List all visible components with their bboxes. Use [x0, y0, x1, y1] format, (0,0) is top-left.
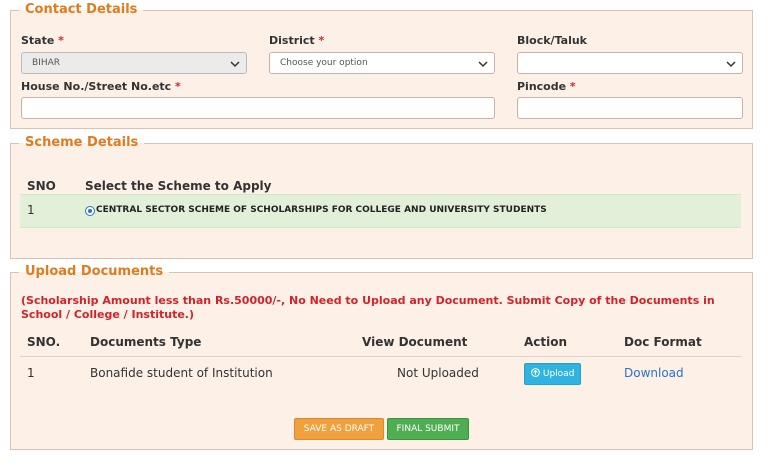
table-row — [20, 357, 742, 391]
upload-documents-legend: Upload Documents — [25, 264, 164, 279]
upload-row-status: Not Uploaded — [397, 366, 479, 380]
download-link[interactable]: Download — [624, 366, 684, 380]
upload-button-label: Upload — [542, 369, 575, 379]
upload-documents-body — [10, 264, 753, 450]
upload-col-format: Doc Format — [624, 335, 702, 349]
chevron-down-icon — [230, 59, 240, 69]
upload-col-action: Action — [524, 335, 568, 349]
block-label: Block/Taluk — [517, 34, 587, 47]
scheme-col-select: Select the Scheme to Apply — [85, 179, 272, 193]
scheme-row-name: CENTRAL SECTOR SCHEME OF SCHOLARSHIPS FOR COLLEGE AND UNIVERSITY STUDENTS — [96, 205, 547, 215]
scheme-details-legend: Scheme Details — [25, 135, 139, 150]
block-select[interactable] — [517, 52, 743, 74]
upload-button[interactable] — [524, 363, 581, 385]
upload-row-type: Bonafide student of Institution — [90, 366, 273, 380]
house-input[interactable] — [21, 97, 495, 119]
district-select-placeholder: Choose your option — [280, 58, 368, 68]
contact-details-body — [10, 2, 753, 129]
contact-details-legend: Contact Details — [25, 2, 138, 17]
district-select[interactable] — [269, 52, 495, 74]
save-draft-button[interactable]: SAVE AS DRAFT — [294, 418, 384, 440]
upload-col-view: View Document — [362, 335, 468, 349]
house-label: House No./Street No.etc * — [21, 80, 181, 93]
district-label: District * — [269, 34, 325, 47]
table-row[interactable] — [20, 194, 741, 228]
state-select[interactable] — [21, 52, 247, 74]
state-label: State * — [21, 34, 64, 47]
chevron-down-icon — [726, 59, 736, 69]
upload-col-sno: SNO. — [27, 335, 61, 349]
pincode-input[interactable] — [517, 97, 743, 119]
scheme-row-sno: 1 — [27, 203, 35, 217]
pincode-label: Pincode * — [517, 80, 576, 93]
upload-col-type: Documents Type — [90, 335, 202, 349]
scheme-radio[interactable] — [85, 206, 95, 216]
scheme-col-sno: SNO — [27, 179, 56, 193]
chevron-down-icon — [478, 59, 488, 69]
final-submit-button[interactable]: FINAL SUBMIT — [387, 418, 469, 440]
upload-notice: (Scholarship Amount less than Rs.50000/-, No Need to Upload any Document. Submit Copy of the Documents in School / College / Institute.) — [21, 294, 715, 321]
state-select-value: BIHAR — [32, 58, 61, 68]
upload-row-sno: 1 — [27, 366, 35, 380]
scheme-details-body — [10, 135, 753, 259]
upload-icon — [531, 368, 540, 377]
